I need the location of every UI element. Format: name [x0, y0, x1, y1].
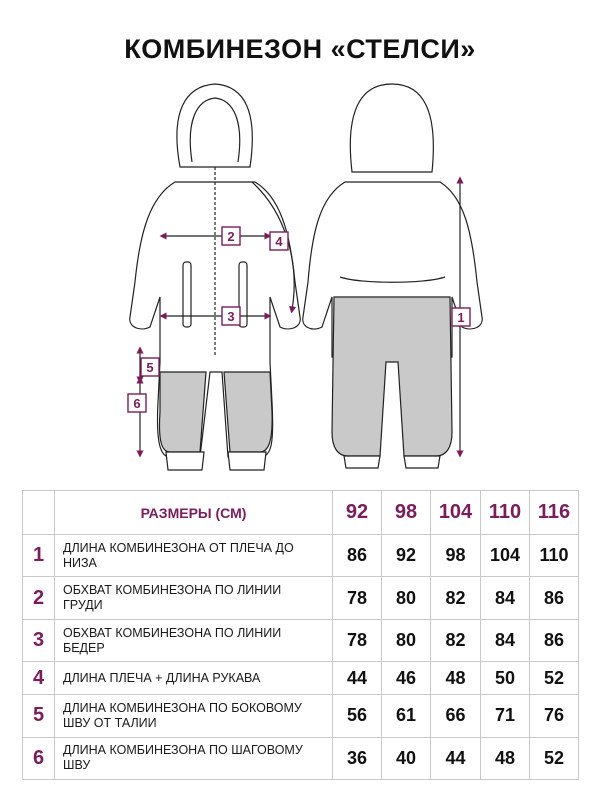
- row-value: 71: [481, 695, 530, 737]
- marker-4: 4: [275, 234, 283, 249]
- row-value: 86: [333, 535, 382, 577]
- size-116: 116: [530, 491, 579, 535]
- row-value: 98: [431, 535, 481, 577]
- marker-6: 6: [133, 396, 141, 411]
- garment-svg: [0, 72, 600, 482]
- front-leg-left: [159, 372, 206, 452]
- row-number: 3: [23, 619, 55, 661]
- row-value: 48: [481, 737, 530, 779]
- row-value: 44: [333, 662, 382, 695]
- front-boot-left: [166, 452, 204, 470]
- row-description: ДЛИНА ПЛЕЧА + ДЛИНА РУКАВА: [55, 662, 333, 695]
- row-value: 76: [530, 695, 579, 737]
- row-number: 2: [23, 577, 55, 619]
- row-value: 52: [530, 737, 579, 779]
- row-number: 6: [23, 737, 55, 779]
- row-value: 52: [530, 662, 579, 695]
- table-row: [23, 535, 579, 577]
- size-table: [22, 490, 579, 780]
- marker-5: 5: [146, 360, 154, 375]
- front-hood: [177, 84, 252, 167]
- row-value: 78: [333, 619, 382, 661]
- row-value: 84: [481, 619, 530, 661]
- row-description: ДЛИНА КОМБИНЕЗОНА ОТ ПЛЕЧА ДО НИЗА: [55, 535, 333, 577]
- row-value: 82: [431, 619, 481, 661]
- row-value: 56: [333, 695, 382, 737]
- size-92: 92: [333, 491, 382, 535]
- row-value: 84: [481, 577, 530, 619]
- size-104: 104: [431, 491, 481, 535]
- header-label: РАЗМЕРЫ (СМ): [55, 491, 333, 535]
- row-value: 36: [333, 737, 382, 779]
- size-98: 98: [382, 491, 431, 535]
- row-value: 86: [530, 577, 579, 619]
- table-row: [23, 695, 579, 737]
- row-value: 80: [382, 619, 431, 661]
- row-value: 92: [382, 535, 431, 577]
- row-description: ОБХВАТ КОМБИНЕЗОНА ПО ЛИНИИ БЕДЕР: [55, 619, 333, 661]
- row-value: 66: [431, 695, 481, 737]
- back-hood: [350, 84, 433, 172]
- garment-illustration: [0, 72, 600, 482]
- row-value: 40: [382, 737, 431, 779]
- row-number: 4: [23, 662, 55, 695]
- row-value: 86: [530, 619, 579, 661]
- row-description: ДЛИНА КОМБИНЕЗОНА ПО ШАГОВОМУ ШВУ: [55, 737, 333, 779]
- marker-3: 3: [227, 309, 235, 324]
- size-110: 110: [481, 491, 530, 535]
- header-empty-cell: [23, 491, 55, 535]
- row-description: ОБХВАТ КОМБИНЕЗОНА ПО ЛИНИИ ГРУДИ: [55, 577, 333, 619]
- row-value: 78: [333, 577, 382, 619]
- back-boot-left: [344, 456, 380, 468]
- front-boot-right: [228, 452, 266, 470]
- table-row: [23, 577, 579, 619]
- marker-2: 2: [227, 229, 235, 244]
- back-legs: [332, 297, 452, 456]
- row-value: 50: [481, 662, 530, 695]
- table-row: [23, 737, 579, 779]
- front-leg-right: [224, 372, 272, 452]
- row-value: 44: [431, 737, 481, 779]
- front-view: [130, 84, 300, 470]
- row-value: 61: [382, 695, 431, 737]
- row-number: 5: [23, 695, 55, 737]
- row-value: 80: [382, 577, 431, 619]
- table-header-row: [23, 491, 579, 535]
- front-pocket-left: [183, 262, 191, 327]
- back-boot-right: [404, 456, 440, 468]
- row-value: 110: [530, 535, 579, 577]
- row-number: 1: [23, 535, 55, 577]
- back-view: [303, 84, 482, 468]
- row-value: 104: [481, 535, 530, 577]
- table-row: [23, 662, 579, 695]
- row-value: 46: [382, 662, 431, 695]
- table-row: [23, 619, 579, 661]
- marker-1: 1: [457, 310, 465, 325]
- page-title: КОМБИНЕЗОН «СТЕЛСИ»: [124, 34, 476, 64]
- row-value: 82: [431, 577, 481, 619]
- row-description: ДЛИНА КОМБИНЕЗОНА ПО БОКОВОМУ ШВУ ОТ ТАЛИИ: [55, 695, 333, 737]
- row-value: 48: [431, 662, 481, 695]
